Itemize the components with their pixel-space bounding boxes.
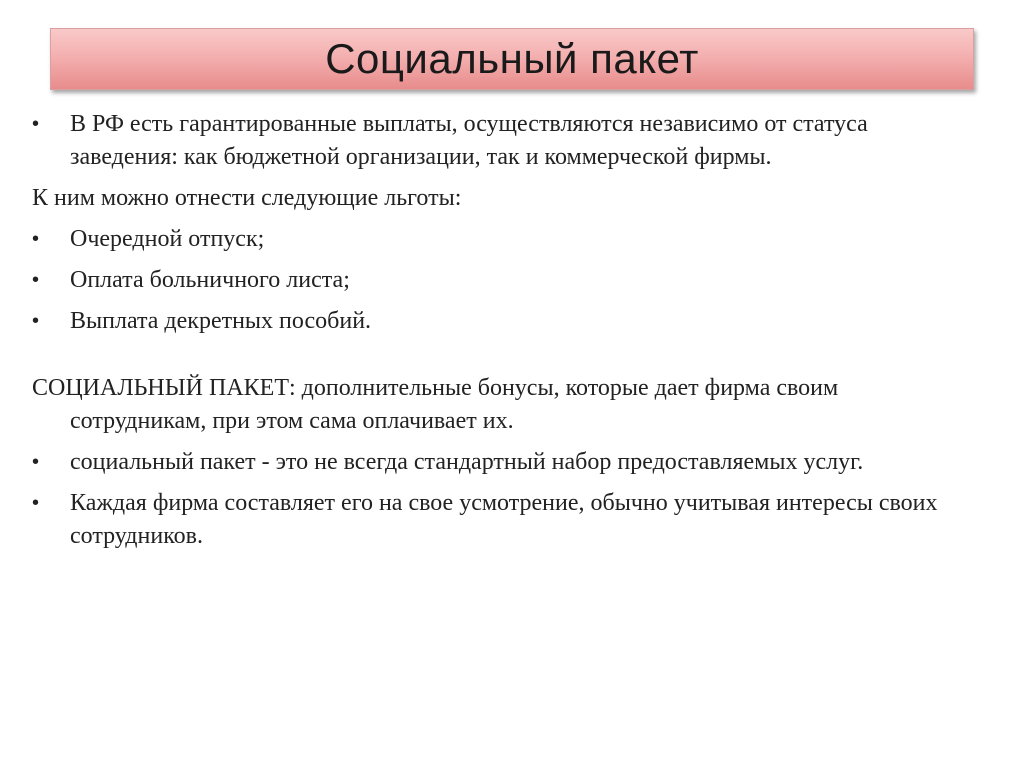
bullet-text: социальный пакет - это не всегда стандартный набор предоставляемых услуг. <box>70 449 864 475</box>
slide-title: Социальный пакет <box>325 35 699 82</box>
paragraph <box>32 182 972 215</box>
list-item <box>32 108 972 174</box>
bullet-text: Оплата больничного листа; <box>70 267 350 293</box>
paragraph <box>32 372 972 438</box>
bullet-text: Каждая фирма составляет его на свое усмотрение, обычно учитывая интересы своих сотрудников. <box>70 490 938 549</box>
list-item <box>32 446 972 479</box>
paragraph-text: К ним можно отнести следующие льготы: <box>32 185 462 211</box>
list-item <box>32 264 972 297</box>
bullet-icon: • <box>32 451 40 473</box>
spacer <box>32 346 972 372</box>
bullet-icon: • <box>32 228 40 250</box>
list-item <box>32 487 972 553</box>
list-item <box>32 305 972 338</box>
bullet-text: В РФ есть гарантированные выплаты, осуществляются независимо от статуса заведения: как бюджетной организации, так и коммерческой фирмы. <box>70 111 868 170</box>
bullet-text: Выплата декретных пособий. <box>70 308 372 334</box>
bullet-icon: • <box>32 113 40 135</box>
bullet-icon: • <box>32 492 40 514</box>
bullet-text: Очередной отпуск; <box>70 226 265 252</box>
list-item <box>32 223 972 256</box>
slide-body <box>32 108 972 561</box>
bullet-icon: • <box>32 310 40 332</box>
paragraph-text: СОЦИАЛЬНЫЙ ПАКЕТ: дополнительные бонусы, которые дает фирма своим сотрудникам, при этом сама оплачивает их. <box>32 375 839 434</box>
title-banner <box>50 28 974 90</box>
bullet-icon: • <box>32 269 40 291</box>
